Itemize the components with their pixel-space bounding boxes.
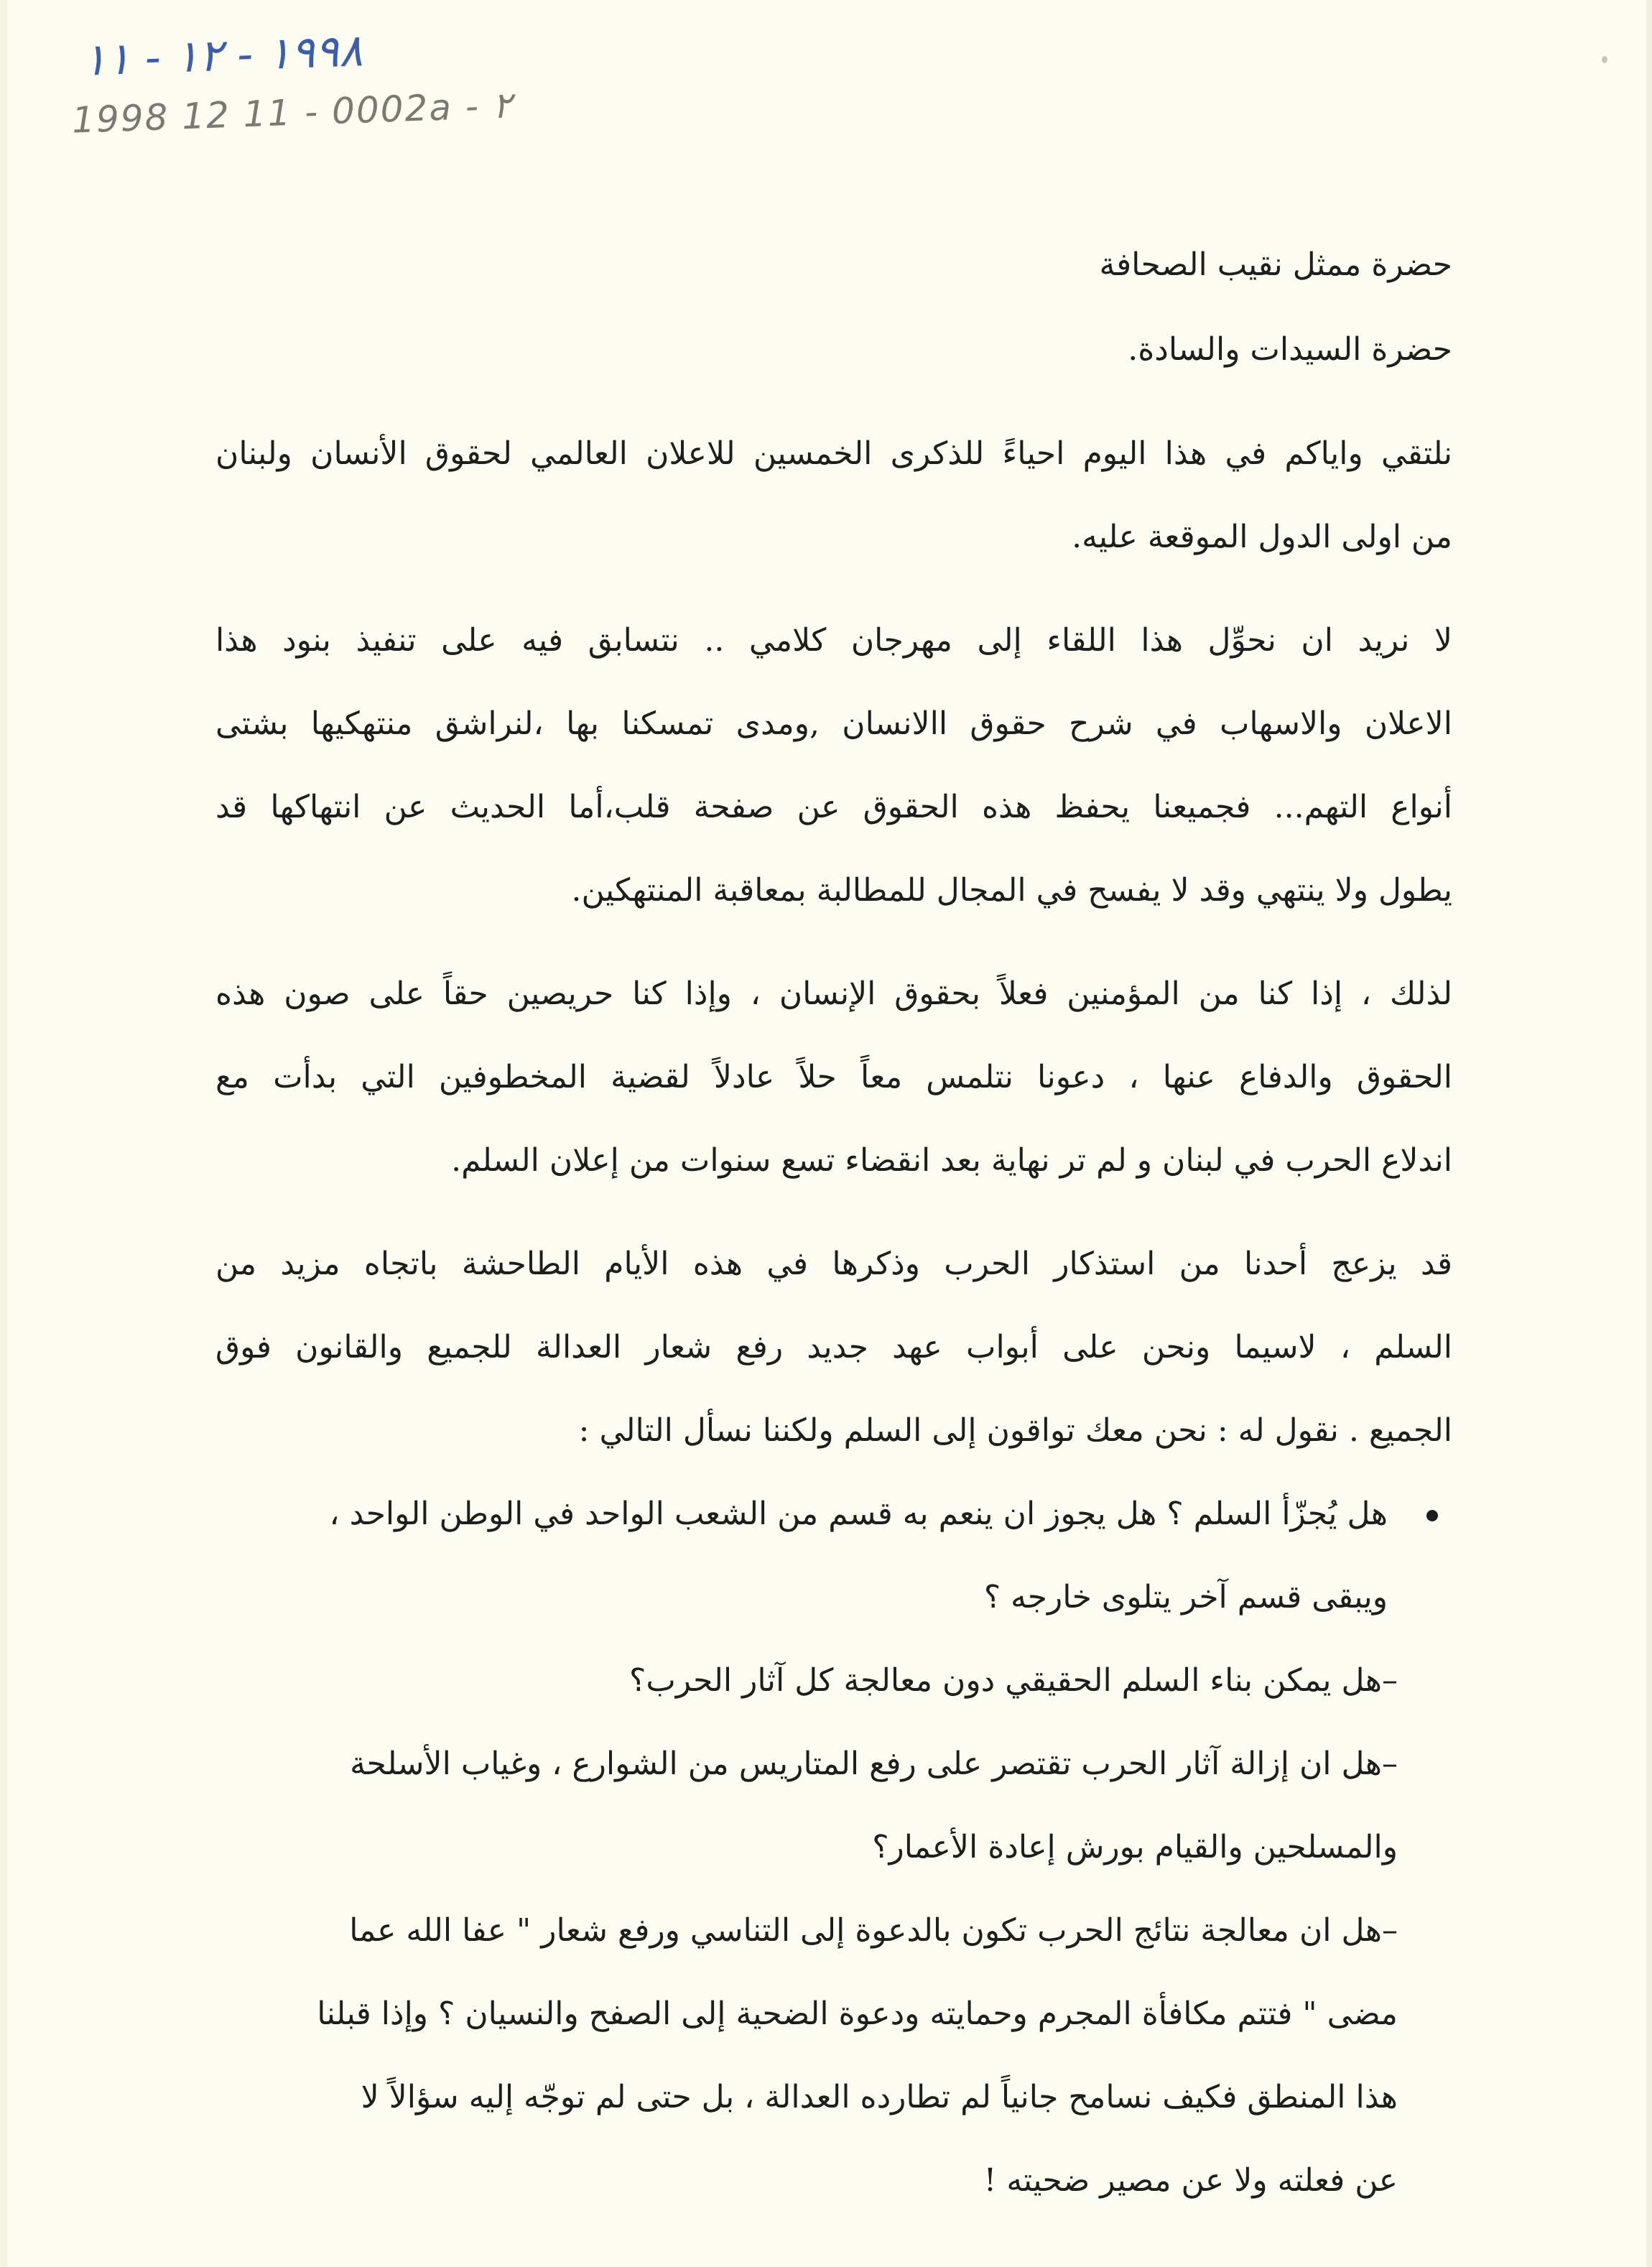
letter-body (215, 223, 1452, 2222)
paragraph-line: الجميع . نقول له : نحن معك تواقون إلى السلم ولكننا نسأل التالي : (578, 1412, 1452, 1449)
paragraph-line: اندلاع الحرب في لبنان و لم تر نهاية بعد انقضاء تسع سنوات من إعلان السلم. (451, 1142, 1452, 1179)
question-line: هذا المنطق فكيف نسامح جانياً لم تطارده العدالة ، بل حتى لم توجّه إليه سؤالاً لا (361, 2079, 1398, 2115)
question-line: –هل ان إزالة آثار الحرب تقتصر على رفع المتاريس من الشوارع ، وغياب الأسلحة (350, 1746, 1398, 1782)
archive-code: 1998 12 11 - 0002a - ٢ (71, 84, 513, 142)
paragraph-line: لذلك ، إذا كنا من المؤمنين فعلاً بحقوق الإنسان ، وإذا كنا حريصين حقاً على صون هذه (215, 975, 1452, 1012)
question-line: والمسلحين والقيام بورش إعادة الأعمار؟ (872, 1829, 1398, 1865)
question-line: مضى " فتتم مكافأة المجرم وحمايته ودعوة الضحية إلى الصفح والنسيان ؟ وإذا قبلنا (317, 1995, 1398, 2032)
paragraph-line: قد يزعج أحدنا من استذكار الحرب وذكرها في هذه الأيام الطاحشة باتجاه مزيد من (215, 1246, 1452, 1282)
salutation-line: حضرة ممثل نقيب الصحافة (1099, 246, 1452, 283)
paragraph-line: من اولى الدول الموقعة عليه. (1072, 519, 1452, 555)
question-line: ويبقى قسم آخر يتلوى خارجه ؟ (983, 1579, 1388, 1615)
handwritten-date: ١٩٩٨ - ١٢ - ١١ (81, 24, 364, 86)
paragraph-line: السلم ، لاسيما ونحن على أبواب عهد جديد رفع شعار العدالة للجميع والقانون فوق (215, 1329, 1452, 1366)
paragraph-line: الحقوق والدفاع عنها ، دعونا نتلمس معاً حلاً عادلاً لقضية المخطوفين التي بدأت مع (215, 1059, 1452, 1095)
question-line: عن فعلته ولا عن مصير ضحيته ! (983, 2162, 1398, 2199)
question-text: هل يُجزّأ السلم ؟ هل يجوز ان ينعم به قسم من الشعب الواحد في الوطن الواحد ، (329, 1496, 1388, 1532)
paragraph-line: لا نريد ان نحوِّل هذا اللقاء إلى مهرجان كلامي .. نتسابق فيه على تنفيذ بنود هذا (215, 622, 1452, 659)
paragraph-line: نلتقي واياكم في هذا اليوم احياءً للذكرى الخمسين للاعلان العالمي لحقوق الأنسان ولبنان (215, 435, 1452, 472)
question-line: –هل يمكن بناء السلم الحقيقي دون معالجة كل آثار الحرب؟ (629, 1662, 1398, 1699)
paper-speck (1602, 56, 1607, 63)
paragraph-line: أنواع التهم... فجميعنا يحفظ هذه الحقوق عن صفحة قلب،أما الحديث عن انتهاكها قد (215, 789, 1452, 825)
bullet-question (215, 1473, 1452, 1556)
bullet-dot (1426, 1510, 1438, 1521)
paragraph-line: يطول ولا ينتهي وقد لا يفسح في المجال للمطالبة بمعاقبة المنتهكين. (571, 872, 1452, 909)
paragraph-line: الاعلان والاسهاب في شرح حقوق االانسان ,ومدى تمسكنا بها ،لنراشق منتهكيها بشتى (215, 705, 1452, 742)
salutation-line: حضرة السيدات والسادة. (1128, 331, 1452, 368)
question-line: –هل ان معالجة نتائج الحرب تكون بالدعوة إلى التناسي ورفع شعار " عفا الله عما (349, 1912, 1398, 1949)
